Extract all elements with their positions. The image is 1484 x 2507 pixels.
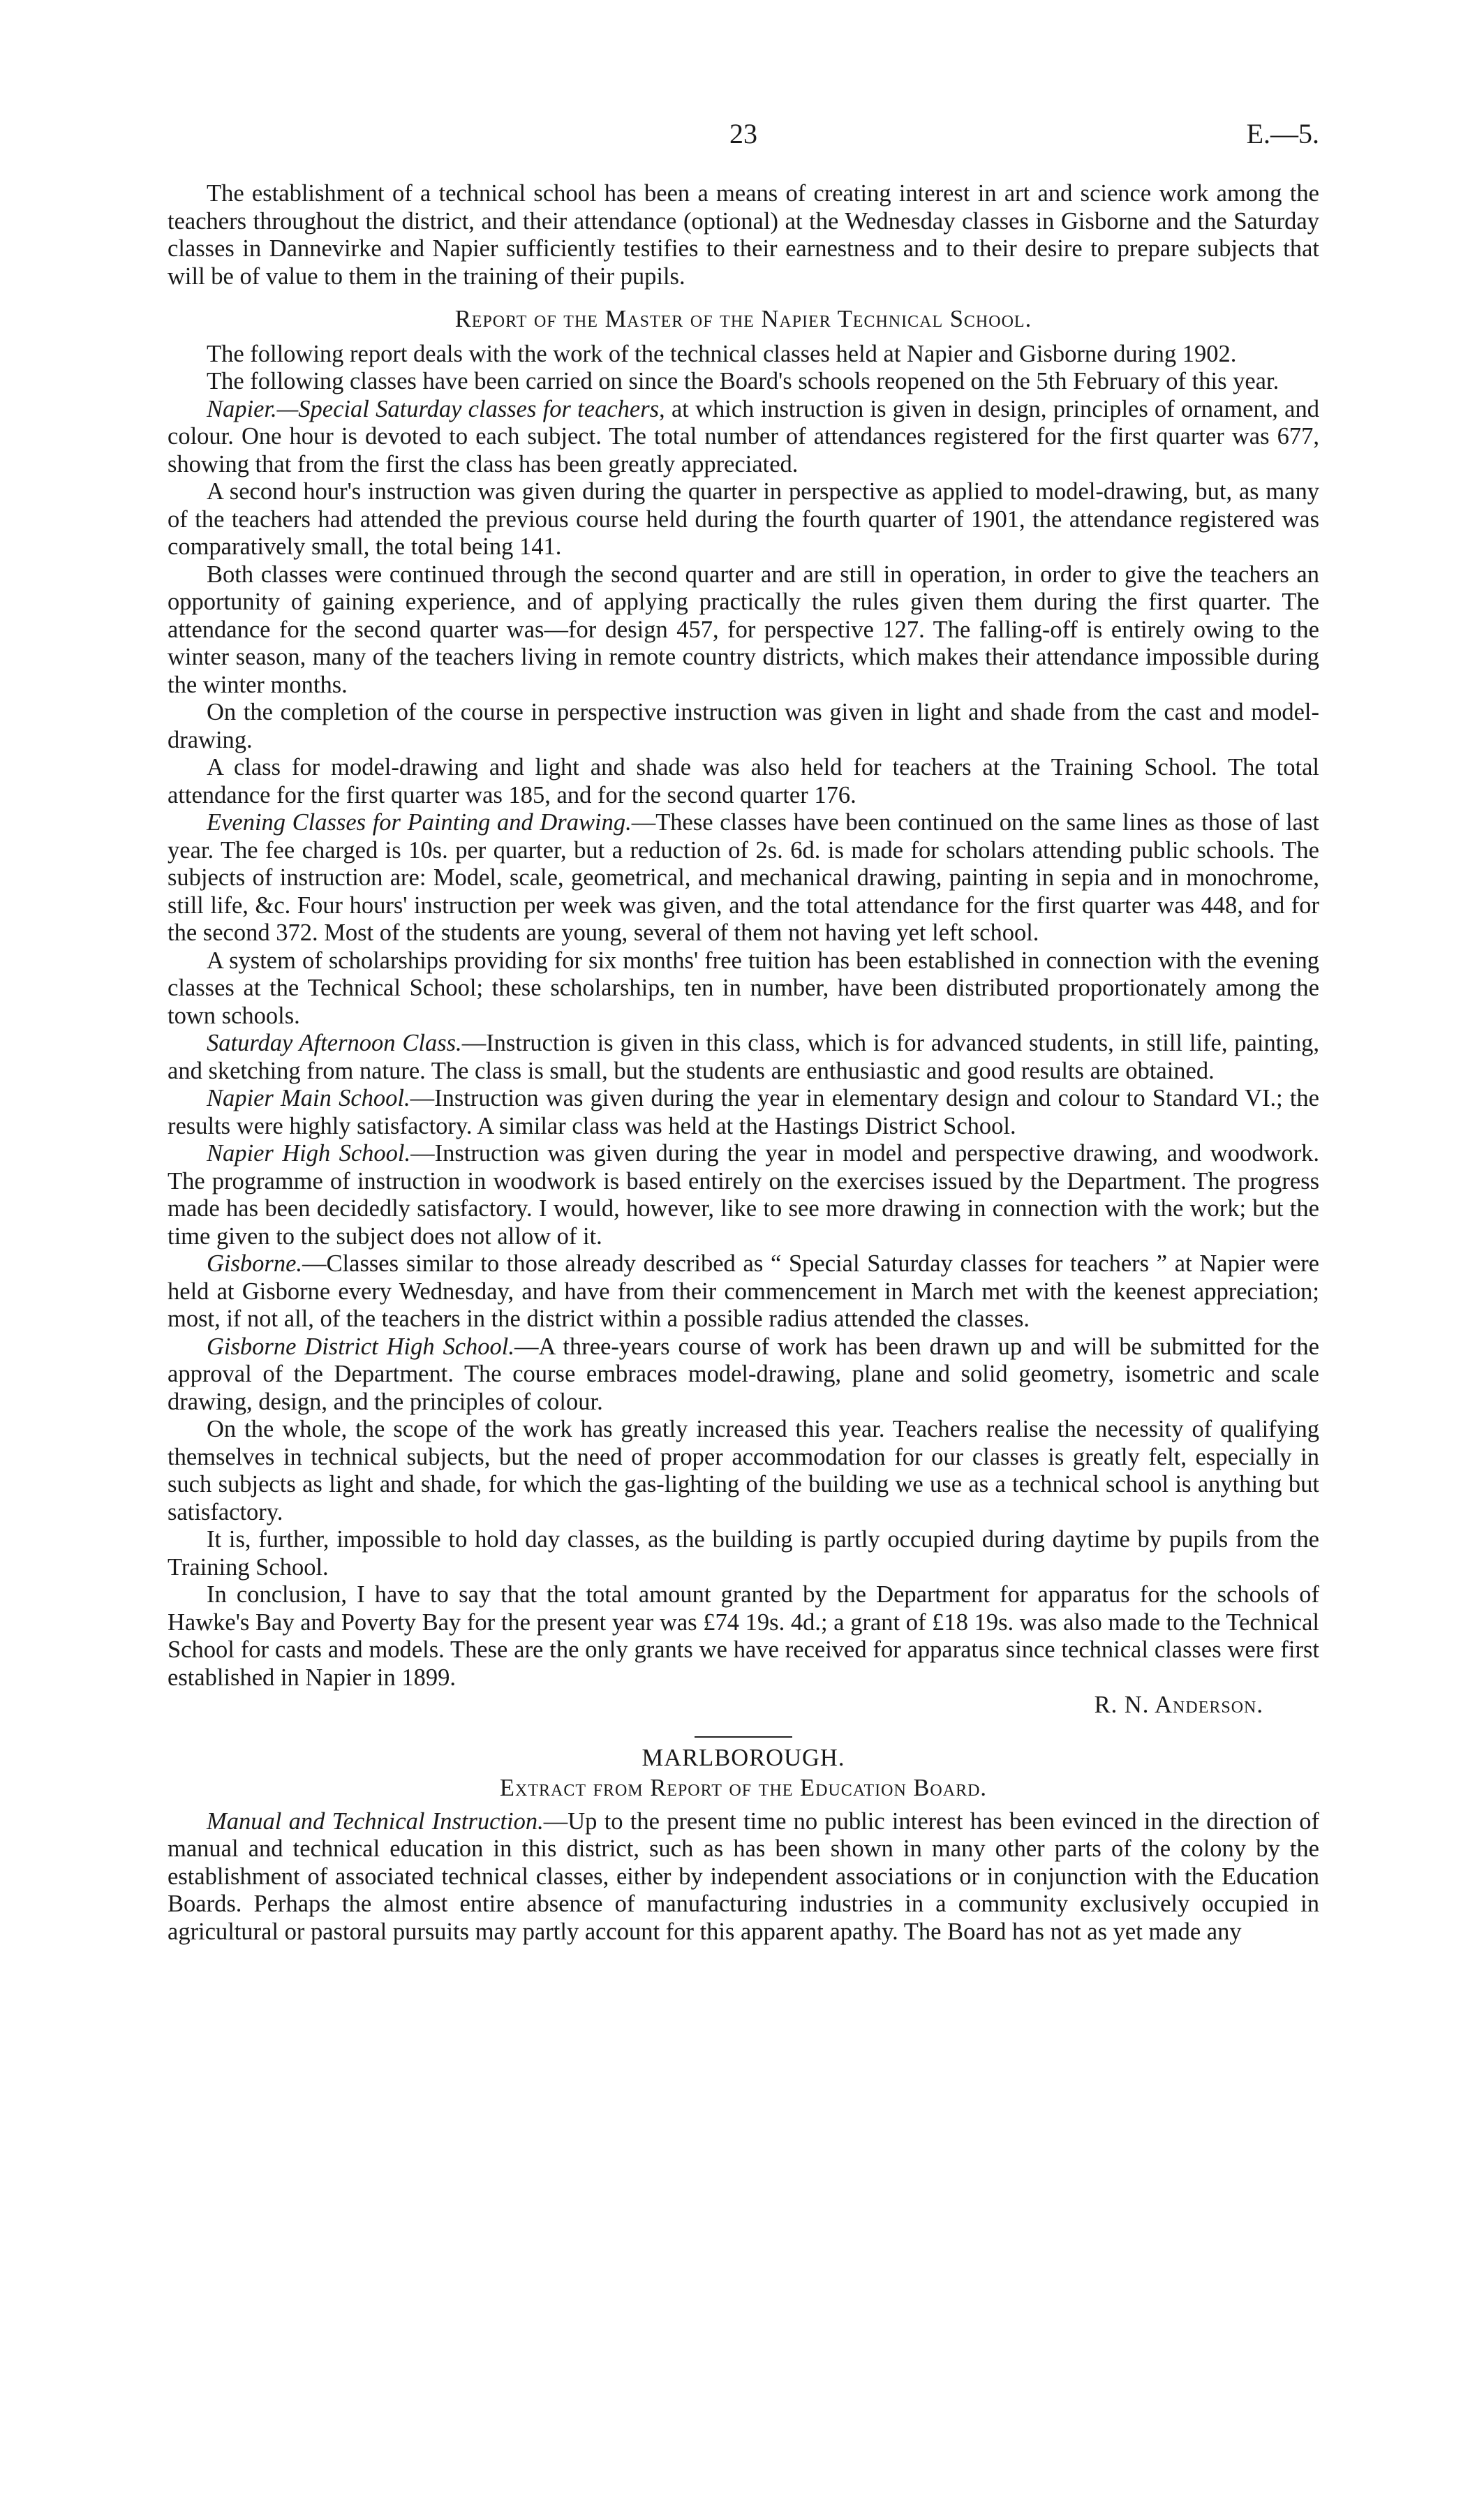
report-paragraph (168, 1085, 1319, 1140)
report-paragraph (168, 1333, 1319, 1417)
paragraph-text: The following report deals with the work of the technical classes held at Napier and Gisborne during 1902. (207, 340, 1237, 367)
report-paragraph (168, 478, 1319, 561)
report-reference: E.—5. (1246, 118, 1319, 149)
napier-report-body (168, 341, 1319, 1692)
report-signature: R. N. Anderson. (1094, 1692, 1263, 1718)
paragraph-text: In conclusion, I have to say that the total amount granted by the Department for apparatus for the schools of Hawke's Bay and Poverty Bay for the present year was £74 19s. 4d.; a grant of £18 19s. was also made to the Technical School for casts and models. These are the only grants we have received for apparatus since technical classes were first established in Napier in 1899. (168, 1581, 1319, 1691)
paragraph-text: —Instruction was given during the year in elementary design and colour to Standard VI.; the results were highly satisfactory. A similar class was held at the Hastings District School. (168, 1085, 1319, 1139)
napier-report-heading: Report of the Master of the Napier Technical School. (454, 306, 1032, 332)
section-divider (695, 1736, 792, 1738)
report-paragraph (168, 396, 1319, 479)
marlborough-heading: MARLBOROUGH. (641, 1744, 845, 1771)
paragraph-text: —Instruction is given in this class, which is for advanced students, in still life, painting, and sketching from nature. The class is small, but the students are enthusiastic and good results are obtained. (168, 1030, 1320, 1084)
paragraph-text: The following classes have been carried on since the Board's schools reopened on the 5th February of this year. (207, 368, 1279, 394)
paragraph-lead: Napier Main School. (207, 1085, 410, 1111)
paragraph-lead: Manual and Technical Instruction. (207, 1807, 544, 1835)
report-paragraph (168, 1140, 1319, 1250)
report-paragraph (168, 947, 1319, 1030)
intro-paragraph: The establishment of a technical school has been a means of creating interest in art and science work among the teachers throughout the district, and their attendance (optional) at the Wednesday classes in Gisborne and the Saturday classes in Dannevirke and Napier sufficiently testifies to their earnestness and to their desire to prepare subjects that will be of value to them in the training of their pupils. (168, 180, 1319, 290)
report-paragraph (168, 809, 1319, 947)
report-paragraph (168, 1250, 1319, 1333)
report-paragraph (168, 368, 1319, 396)
report-paragraph (168, 1030, 1319, 1085)
paragraph-lead: Napier High School. (207, 1140, 411, 1167)
marlborough-paragraph (168, 1808, 1319, 1946)
paragraph-lead: Saturday Afternoon Class. (207, 1030, 462, 1056)
paragraph-lead: Gisborne District High School. (207, 1333, 514, 1360)
report-paragraph (168, 1526, 1319, 1581)
report-paragraph (168, 754, 1319, 809)
paragraph-text: —Instruction was given during the year in model and perspective drawing, and woodwork. The programme of instruction in woodwork is based entirely on the exercises issued by the Department. The progress made has been decidedly satisfactory. I would, however, like to see more drawing in connection with the work; but the time given to the subject does not allow of it. (168, 1140, 1319, 1250)
paragraph-text: Both classes were continued through the second quarter and are still in operation, in order to give the teachers an opportunity of gaining experience, and of applying practically the rules given them during the first quarter. The attendance for the second quarter was—for design 457, for perspective 127. The falling-off is entirely owing to the winter season, many of the teachers living in remote country districts, which makes their attendance impossible during the winter months. (168, 561, 1319, 698)
report-paragraph (168, 699, 1319, 754)
marlborough-subheading: Extract from Report of the Education Board. (499, 1775, 988, 1801)
paragraph-text: —Up to the present time no public interest has been evinced in the direction of manual and technical education in this district, such as has been shown in many other parts of the colony by the establishment of associated technical classes, either by independent associations or in conjunction with the Education Boards. Perhaps the almost entire absence of manufacturing industries in a community exclusively occupied in agricultural or pastoral pursuits may partly account for this apparent apathy. The Board has not as yet made any (168, 1807, 1319, 1945)
paragraph-text: On the completion of the course in perspective instruction was given in light and shade from the cast and model-drawing. (168, 699, 1319, 753)
report-paragraph (168, 341, 1319, 369)
paragraph-text: On the whole, the scope of the work has greatly increased this year. Teachers realise the necessity of qualifying themselves in technical subjects, but the need of proper accommodation for our classes is greatly felt, especially in such subjects as light and shade, for which the gas-lighting of the building we use as a technical school is anything but satisfactory. (168, 1416, 1319, 1525)
paragraph-text: A system of scholarships providing for six months' free tuition has been established in connection with the evening classes at the Technical School; these scholarships, ten in number, have been distributed proportionately among the town schools. (168, 947, 1319, 1029)
paragraph-lead: Evening Classes for Painting and Drawing. (207, 809, 632, 836)
paragraph-lead: Napier.—Special Saturday classes for teachers, (207, 395, 665, 422)
report-paragraph (168, 1416, 1319, 1526)
paragraph-text: A second hour's instruction was given during the quarter in perspective as applied to model-drawing, but, as many of the teachers had attended the previous course held during the fourth quarter of 1901, the attendance registered was comparatively small, the total being 141. (168, 478, 1319, 560)
paragraph-text: at which instruction is given in design, principles of ornament, and colour. One hour is devoted to each subject. The total number of attendances registered for the first quarter was 677, showing that from the first the class has been greatly appreciated. (168, 395, 1319, 478)
paragraph-text: —These classes have been continued on the same lines as those of last year. The fee charged is 10s. per quarter, but a reduction of 2s. 6d. is made for scholars attending public schools. The subjects of instruction are: Model, scale, geometrical, and mechanical drawing, painting in sepia and in monochrome, still life, &c. Four hours' instruction per week was given, and the total attendance for the first quarter was 448, and for the second 372. Most of the students are young, several of them not having yet left school. (168, 809, 1319, 946)
report-paragraph (168, 561, 1319, 700)
paragraph-lead: Gisborne. (207, 1250, 303, 1277)
paragraph-text: It is, further, impossible to hold day classes, as the building is partly occupied during daytime by pupils from the Training School. (168, 1526, 1319, 1581)
paragraph-text: —Classes similar to those already described as “ Special Saturday classes for teachers ” at Napier were held at Gisborne every Wednesday, and have from their commencement in March met with the keenest appreciation; most, if not all, of the teachers in the district within a possible radius attended the classes. (168, 1250, 1319, 1332)
page-number: 23 (729, 118, 757, 149)
paragraph-text: A class for model-drawing and light and shade was also held for teachers at the Training School. The total attendance for the first quarter was 185, and for the second quarter 176. (168, 754, 1319, 808)
page-body (168, 180, 1319, 1946)
paragraph-text: —A three-years course of work has been drawn up and will be submitted for the approval of the Department. The course embraces model-drawing, plane and solid geometry, isometric and scale drawing, design, and the principles of colour. (168, 1333, 1319, 1415)
report-paragraph (168, 1581, 1319, 1692)
page-header (168, 117, 1319, 159)
